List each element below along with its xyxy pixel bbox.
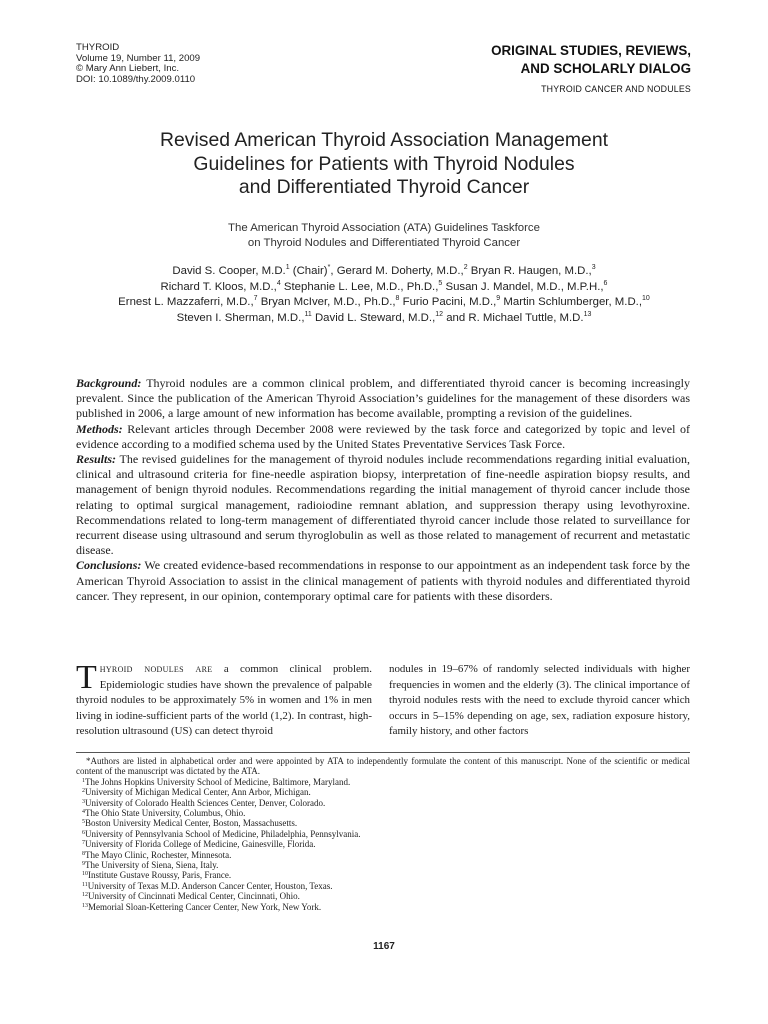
journal-volume: Volume 19, Number 11, 2009 (76, 52, 201, 64)
affiliation-item (76, 787, 690, 797)
affiliation-marker: 2 (463, 264, 468, 271)
author-name: Ernest L. Mazzaferri, M.D., (118, 296, 254, 309)
section-heading (491, 42, 691, 95)
affiliation-text: The University of Siena, Siena, Italy. (85, 860, 219, 871)
affiliation-marker: 3 (591, 264, 596, 271)
affiliation-marker: 1 (285, 264, 290, 271)
affiliation-number: 6 (82, 829, 85, 836)
conclusions-label: Conclusions: (76, 558, 142, 573)
affiliation-number: 1 (82, 777, 85, 784)
page-number: 1167 (373, 941, 395, 952)
affiliation-item (76, 850, 690, 860)
affiliation-item (76, 881, 690, 891)
affiliation-item (76, 839, 690, 849)
results-label: Results: (76, 452, 117, 467)
body-left-text: a common clinical problem. Epidemiologic studies have shown the prevalence of palpable thyroid nodules to be approximately 5% in women and 1% in men living in iodine-sufficient parts of the world (1,2). In contrast, high-resolution ultrasound (US) can detect thyroid (76, 663, 373, 738)
taskforce-name (76, 221, 692, 251)
body-column-right (389, 662, 690, 740)
affiliation-marker: 10 (642, 295, 650, 303)
affiliation-number: 13 (82, 902, 88, 909)
affiliation-marker: 7 (253, 295, 258, 303)
background-text: Thyroid nodules are a common clinical problem, and differentiated thyroid cancer is becoming increasingly prevalent. Since the publication of the American Thyroid Association’s guidelines for the management of these disorders was published in 2006, a large amount of new information has become available, prompting a revision of the guidelines. (76, 376, 690, 421)
affiliation-number: 8 (82, 850, 85, 857)
affiliation-number: 9 (82, 861, 85, 868)
background-label: Background: (76, 376, 142, 390)
affiliation-text: Memorial Sloan-Kettering Cancer Center, New York, New York. (88, 901, 322, 912)
author-name: Bryan McIver, M.D., Ph.D., (260, 296, 396, 309)
affiliation-list (76, 777, 690, 912)
affiliation-number: 5 (82, 819, 85, 826)
author-line (76, 295, 692, 311)
author-name: Furio Pacini, M.D., (402, 296, 497, 309)
journal-info (76, 43, 336, 85)
abstract-background (76, 376, 690, 422)
affiliation-text: University of Florida College of Medicine, Gainesville, Florida. (85, 839, 316, 850)
affiliation-marker: 4 (276, 279, 281, 287)
author-name: Stephanie L. Lee, M.D., Ph.D., (283, 280, 439, 293)
affiliation-item (76, 860, 690, 870)
affiliation-text: University of Michigan Medical Center, Ann Arbor, Michigan. (85, 787, 311, 798)
abstract-methods (76, 422, 690, 452)
affiliation-marker: 11 (304, 310, 312, 318)
affiliation-number: 12 (82, 892, 88, 899)
methods-label: Methods: (76, 421, 123, 436)
affiliation-number: 11 (82, 881, 88, 888)
affiliation-marker: 13 (583, 310, 592, 318)
body-right-text: nodules in 19–67% of randomly selected individuals with higher frequencies in women and the elderly (3). The clinical importance of thyroid nodules rests with the need to exclude thyroid cancer which occurs in 5–15% depending on age, sex, radiation exposure history, family history, and other factors (389, 663, 690, 738)
author-line (76, 264, 692, 280)
affiliation-marker: 12 (435, 310, 444, 318)
author-separator: , (330, 265, 337, 277)
title-line-1: Revised American Thyroid Association Management (159, 129, 608, 151)
taskforce-line-1: The American Thyroid Association (ATA) Guidelines Taskforce (228, 222, 540, 234)
abstract-results (76, 452, 690, 558)
affiliation-number: 7 (82, 840, 85, 847)
affiliation-marker: 8 (395, 295, 400, 303)
article-title (76, 129, 692, 200)
affiliation-item (76, 798, 690, 808)
affiliation-item (76, 902, 690, 912)
results-text: The revised guidelines for the management of thyroid nodules include recommendations regarding initial evaluation, clinical and ultrasound criteria for fine-needle aspiration biopsy, interpretation of fine-needle aspiration biopsy results, and management of benign thyroid nodules. Recommendations regarding the initial management of thyroid cancer include those relating to optimal surgical management, radioiodine remnant ablation, and suppression therapy using levothyroxine. Recommendations related to long-term management of differentiated thyroid cancer include those related to surveillance for recurrent disease using ultrasound and serum thyroglobulin as well as those related to management of recurrent and metastatic disease. (76, 452, 690, 558)
affiliation-item (76, 777, 690, 787)
lead-in-smallcaps: hyroid nodules are (99, 663, 213, 675)
affiliation-text: The Mayo Clinic, Rochester, Minnesota. (85, 849, 232, 860)
section-line-2: AND SCHOLARLY DIALOG (520, 61, 691, 76)
title-line-2: Guidelines for Patients with Thyroid Nodules (193, 152, 575, 175)
affiliation-number: 2 (82, 788, 85, 795)
body-column-left (76, 659, 373, 740)
conclusions-text: We created evidence-based recommendations in response to our appointment as an independent task force by the American Thyroid Association to assist in the clinical management of patients with thyroid nodules and differentiated thyroid cancer. They represent, in our opinion, contemporary optimal care for patients with these disorders. (76, 558, 690, 603)
affiliation-number: 3 (82, 798, 85, 805)
author-name: Steven I. Sherman, M.D., (176, 311, 305, 324)
affiliation-item (76, 818, 690, 828)
journal-doi: DOI: 10.1089/thy.2009.0110 (76, 73, 196, 85)
affiliation-text: Institute Gustave Roussy, Paris, France. (88, 870, 232, 881)
footnote-divider (76, 752, 690, 753)
author-name: Gerard M. Doherty, M.D., (336, 265, 464, 277)
affiliation-marker: 6 (603, 279, 608, 287)
affiliation-marker: 9 (496, 295, 501, 303)
author-separator: (Chair) (289, 265, 328, 277)
affiliation-text: University of Cincinnati Medical Center, Cincinnati, Ohio. (88, 891, 300, 902)
journal-name: THYROID (76, 42, 120, 53)
author-line (76, 280, 692, 296)
author-list (76, 264, 692, 326)
section-line-1: ORIGINAL STUDIES, REVIEWS, (491, 43, 691, 58)
affiliation-text: Boston University Medical Center, Boston, Massachusetts. (85, 818, 298, 829)
author-name: Bryan R. Haugen, M.D., (470, 265, 592, 277)
affiliation-item (76, 891, 690, 901)
author-note: *Authors are listed in alphabetical order and were appointed by ATA to independently formulate the content of this manuscript. None of the scientific or medical content of the manuscript was dictated by the ATA. (76, 756, 690, 777)
affiliation-item (76, 829, 690, 839)
affiliation-number: 10 (82, 871, 88, 878)
affiliation-text: University of Texas M.D. Anderson Cancer Center, Houston, Texas. (87, 880, 333, 891)
taskforce-line-2: on Thyroid Nodules and Differentiated Thyroid Cancer (247, 237, 521, 249)
affiliation-item (76, 808, 690, 818)
affiliation-text: The Ohio State University, Columbus, Ohio. (85, 808, 246, 819)
author-name: David L. Steward, M.D., (314, 311, 436, 324)
affiliation-text: University of Colorado Health Sciences Center, Denver, Colorado. (85, 797, 326, 808)
author-name: David S. Cooper, M.D. (172, 265, 286, 277)
methods-text: Relevant articles through December 2008 were reviewed by the task force and categorized by topic and level of evidence according to a modified schema used by the United States Preventative Services Task Force. (76, 421, 690, 451)
title-line-3: and Differentiated Thyroid Cancer (238, 176, 530, 199)
drop-cap: T (76, 659, 97, 696)
affiliation-text: The Johns Hopkins University School of Medicine, Baltimore, Maryland. (85, 776, 351, 787)
section-topic: THYROID CANCER AND NODULES (541, 84, 691, 94)
author-name: and R. Michael Tuttle, M.D. (446, 311, 584, 324)
abstract-conclusions (76, 558, 690, 604)
journal-copyright: © Mary Ann Liebert, Inc. (76, 63, 180, 75)
author-line (76, 311, 692, 327)
affiliation-item (76, 870, 690, 880)
author-name: Martin Schlumberger, M.D., (503, 296, 643, 309)
affiliation-marker: 5 (438, 279, 443, 287)
affiliation-marker: * (327, 264, 331, 271)
author-name: Richard T. Kloos, M.D., (160, 280, 277, 293)
author-name: Susan J. Mandel, M.D., M.P.H., (445, 280, 604, 293)
affiliation-text: University of Pennsylvania School of Medicine, Philadelphia, Pennsylvania. (85, 828, 361, 839)
affiliation-number: 4 (82, 809, 85, 816)
abstract (76, 376, 690, 604)
footnotes (76, 756, 690, 912)
